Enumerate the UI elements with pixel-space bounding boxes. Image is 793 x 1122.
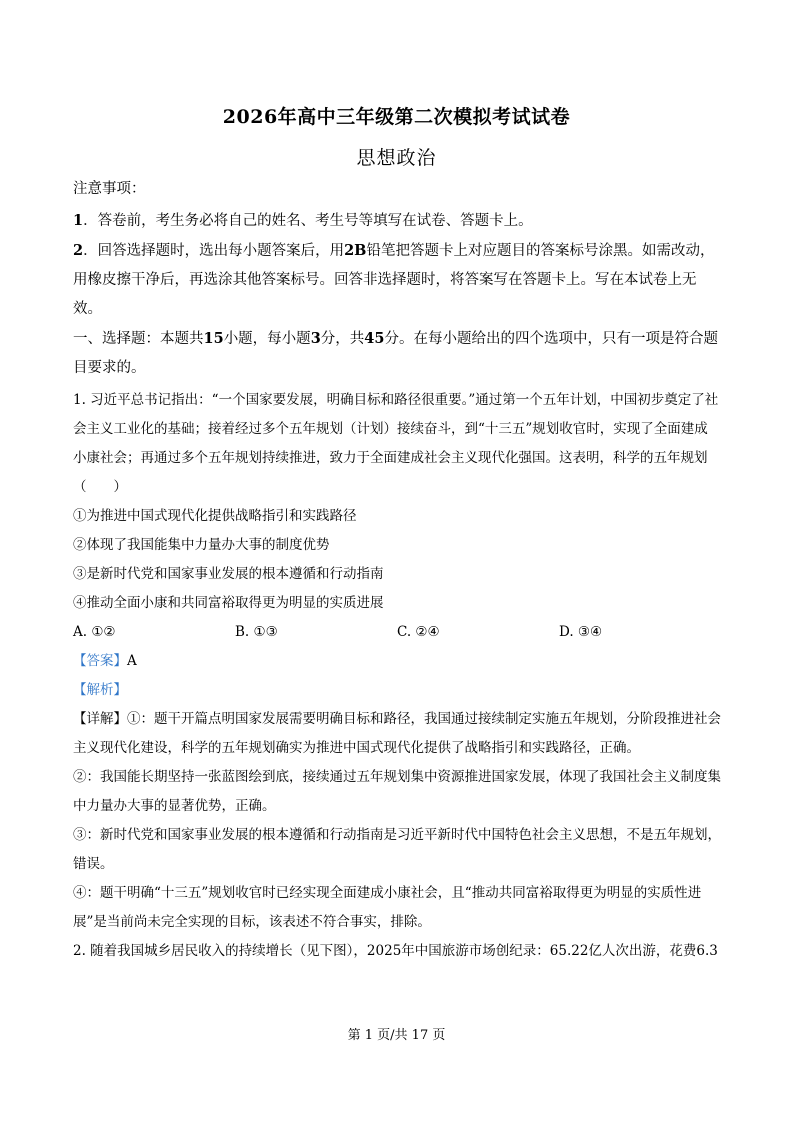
analysis-label: 【解析】 bbox=[73, 682, 127, 698]
question-1-statement-3: ③是新时代党和国家事业发展的根本遵循和行动指南 bbox=[73, 566, 384, 582]
page-footer: 第 1 页/共 17 页 bbox=[347, 1028, 446, 1043]
question-1-options bbox=[73, 618, 721, 647]
section-points-each: 3 bbox=[310, 330, 321, 347]
notice-item-2-number: 2 bbox=[73, 242, 84, 259]
section-text-1: 一、选择题：本题共 bbox=[73, 331, 204, 347]
section-text-2: 小题，每小题 bbox=[223, 331, 311, 347]
notice-item-2-text-a: ．回答选择题时，选出每小题答案后，用 bbox=[83, 243, 345, 259]
answer-value: A bbox=[127, 653, 137, 669]
option-a: A. ①② bbox=[73, 624, 116, 640]
section-count: 15 bbox=[203, 330, 224, 347]
notice-item-2 bbox=[73, 236, 721, 324]
notice-item-2-text-b: 铅笔把答题卡上对应题目的答案标号涂黑。如需改动，用橡皮擦干净后，再选涂其他答案标号。回答非选择题时，将答案写在答题卡上。写在本试卷上无效。 bbox=[73, 243, 715, 317]
answer-label: 【答案】 bbox=[73, 653, 127, 669]
option-c: C. ②④ bbox=[397, 624, 440, 640]
detail-4: ④：题干明确“十三五”规划收官时已经实现全面建成小康社会，且“推动共同富裕取得更为明显的实质性进展”是当前尚未完全实现的目标，该表述不符合事实，排除。 bbox=[73, 885, 702, 930]
detail-label: 【详解】 bbox=[73, 711, 127, 727]
notice-item-1-text: ．答卷前，考生务必将自己的姓名、考生号等填写在试卷、答题卡上。 bbox=[83, 213, 533, 229]
detail-1-text: ①：题干开篇点明国家发展需要明确目标和路径，我国通过接续制定实施五年规划，分阶段推进社会主义现代化建设，科学的五年规划确实为推进中国式现代化提供了战略指引和实践路径，正确。 bbox=[73, 711, 721, 756]
answer-line bbox=[73, 647, 721, 676]
detail-3: ③：新时代党和国家事业发展的根本遵循和行动指南是习近平新时代中国特色社会主义思想，不是五年规划，错误。 bbox=[73, 827, 721, 872]
exam-content bbox=[73, 178, 721, 966]
question-1-statement-4: ④推动全面小康和共同富裕取得更为明显的实质进展 bbox=[73, 595, 384, 611]
question-1-statement-1: ①为推进中国式现代化提供战略指引和实践路径 bbox=[73, 508, 357, 524]
section-points-total: 45 bbox=[364, 330, 385, 347]
option-b: B. ①③ bbox=[235, 624, 278, 640]
question-1-statement-2: ②体现了我国能集中力量办大事的制度优势 bbox=[73, 537, 330, 553]
question-1-stem: 1. 习近平总书记指出：“一个国家要发展，明确目标和路径很重要。”通过第一个五年计划，中国初步奠定了社会主义工业化的基础；接着经过多个五年规划（计划）接续奋斗，到“十三五”规划收官时，实现了全面建成小康社会；再通过多个五年规划持续推进，致力于全面建成社会主义现代化强国。这表明，科学的五年规划（ ） bbox=[73, 392, 719, 495]
analysis-line bbox=[73, 676, 721, 705]
notice-heading: 注意事项： bbox=[73, 181, 146, 197]
option-d: D. ③④ bbox=[559, 624, 603, 640]
section-text-3: 分，共 bbox=[320, 331, 365, 347]
section-text-4: 分。在每小题给出的四个选项中，只有一项是符合题目要求的。 bbox=[73, 331, 718, 376]
notice-item-2-bold: 2B bbox=[344, 242, 367, 259]
question-2-stem: 2. 随着我国城乡居民收入的持续增长（见下图），2025年中国旅游市场创纪录：65.22亿人次出游，花费6.3 bbox=[73, 943, 718, 959]
exam-title: 2026年高中三年级第二次模拟考试试卷 bbox=[222, 106, 571, 128]
section-instruction bbox=[73, 324, 721, 383]
subject-title: 思想政治 bbox=[356, 147, 437, 169]
notice-item-1 bbox=[73, 206, 721, 236]
detail-1 bbox=[73, 705, 721, 763]
detail-2: ②：我国能长期坚持一张蓝图绘到底，接续通过五年规划集中资源推进国家发展，体现了我国社会主义制度集中力量办大事的显著优势，正确。 bbox=[73, 769, 721, 814]
notice-item-1-number: 1 bbox=[73, 212, 84, 229]
